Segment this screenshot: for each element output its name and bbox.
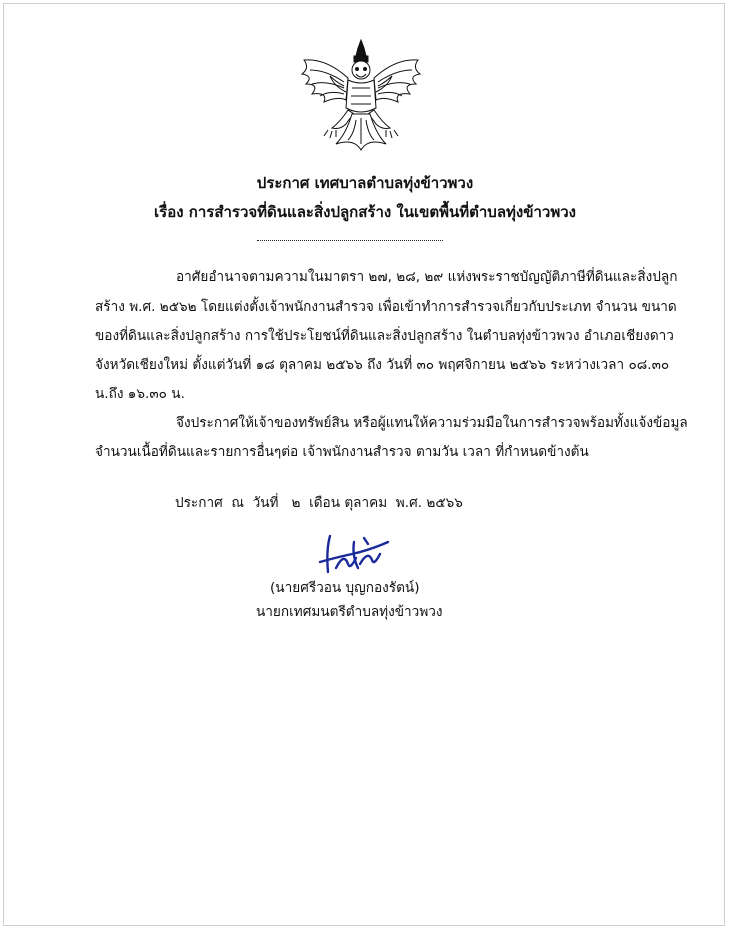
signatory-position: นายกเทศมนตรีตำบลทุ่งข้าวพวง (256, 604, 443, 620)
announcement-title: ประกาศ เทศบาลตำบลทุ่งข้าวพวง (256, 174, 474, 192)
paragraph2-line: จำนวนเนื้อที่ดินและรายการอื่นๆต่อ เจ้าพนักงานสำรวจ ตามวัน เวลา ที่กำหนดข้างต้น (95, 444, 589, 460)
paragraph1-line: น.ถึง ๑๖.๓๐ น. (95, 386, 185, 402)
handwritten-signature-icon (314, 528, 394, 578)
garuda-emblem-icon (296, 38, 426, 156)
paragraph1-line: ของที่ดินและสิ่งปลูกสร้าง การใช้ประโยชน์ที่ดินและสิ่งปลูกสร้าง ในตำบลทุ่งข้าวพวง อำเภอเชียงดาว (95, 328, 674, 344)
signatory-name: (นายศรีวอน บุญกองรัตน์) (270, 580, 420, 596)
announcement-subject: เรื่อง การสำรวจที่ดินและสิ่งปลูกสร้าง ในเขตพื้นที่ตำบลทุ่งข้าวพวง (154, 203, 576, 221)
announcement-date: ประกาศ ณ วันที่ ๒ เดือน ตุลาคม พ.ศ. ๒๕๖๖ (175, 495, 463, 511)
paragraph2-line: จึงประกาศให้เจ้าของทรัพย์สิน หรือผู้แทนให้ความร่วมมือในการสำรวจพร้อมทั้งแจ้งข้อมูล (176, 415, 688, 431)
paragraph1-line: สร้าง พ.ศ. ๒๕๖๒ โดยแต่งตั้งเจ้าพนักงานสำรวจ เพื่อเข้าทำการสำรวจเกี่ยวกับประเภท จำนวน ขนาด (95, 299, 677, 315)
dotted-divider (257, 240, 443, 241)
paragraph1-line: จังหวัดเชียงใหม่ ตั้งแต่วันที่ ๑๘ ตุลาคม ๒๕๖๖ ถึง วันที่ ๓๐ พฤศจิกายน ๒๕๖๖ ระหว่างเวลา ๐๘.๓๐ (95, 357, 670, 373)
paragraph1-line: อาศัยอำนาจตามความในมาตรา ๒๗, ๒๘, ๒๙ แห่งพระราชบัญญัติภาษีที่ดินและสิ่งปลูก (176, 269, 678, 285)
